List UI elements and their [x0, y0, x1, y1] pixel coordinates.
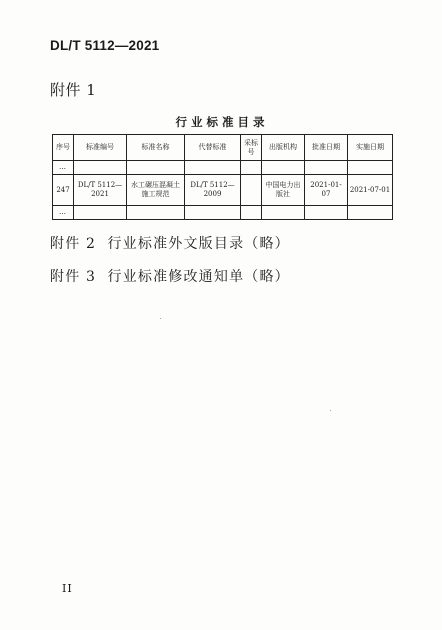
table-row [53, 175, 393, 206]
document-code: DL/T 5112—2021 [50, 38, 160, 53]
table-header-row [53, 135, 393, 161]
cell-approval-date: 2021-01-07 [305, 175, 348, 206]
scan-speck [160, 318, 161, 319]
column-header-approval-date: 批准日期 [305, 135, 348, 161]
column-header-adopted-standard: 采标号 [241, 135, 262, 161]
cell-effective-date: 2021-07-01 [348, 175, 393, 206]
table-row-ellipsis-bottom [53, 206, 393, 220]
page-number: II [62, 582, 73, 595]
table-row-ellipsis-top [53, 161, 393, 175]
scan-speck [330, 410, 331, 411]
standards-catalog-table [52, 134, 393, 220]
ellipsis-cell: … [53, 161, 74, 175]
column-header-serial: 序号 [53, 135, 74, 161]
column-header-standard-number: 标准编号 [74, 135, 127, 161]
ellipsis-cell: … [53, 206, 74, 220]
appendix-3-label: 附件 3 [50, 269, 97, 285]
appendix-2-label: 附件 2 [50, 236, 97, 252]
cell-adopted-standard [241, 175, 262, 206]
table-title: 行业标准目录 [175, 115, 269, 129]
cell-publisher: 中国电力出版社 [262, 175, 305, 206]
cell-standard-name: 水工碾压混凝土施工规范 [127, 175, 185, 206]
appendix-1-heading: 附件 1 [50, 81, 97, 99]
appendix-2-text: 行业标准外文版目录（略） [107, 236, 290, 252]
column-header-standard-name: 标准名称 [127, 135, 185, 161]
appendix-3-text: 行业标准修改通知单（略） [107, 269, 290, 285]
cell-standard-number: DL/T 5112—2021 [74, 175, 127, 206]
column-header-replaced-standard: 代替标准 [185, 135, 241, 161]
appendix-2-line [50, 233, 290, 253]
cell-serial: 247 [53, 175, 74, 206]
column-header-publisher: 出版机构 [262, 135, 305, 161]
cell-replaced-standard: DL/T 5112—2009 [185, 175, 241, 206]
appendix-3-line [50, 266, 290, 286]
column-header-effective-date: 实施日期 [348, 135, 393, 161]
